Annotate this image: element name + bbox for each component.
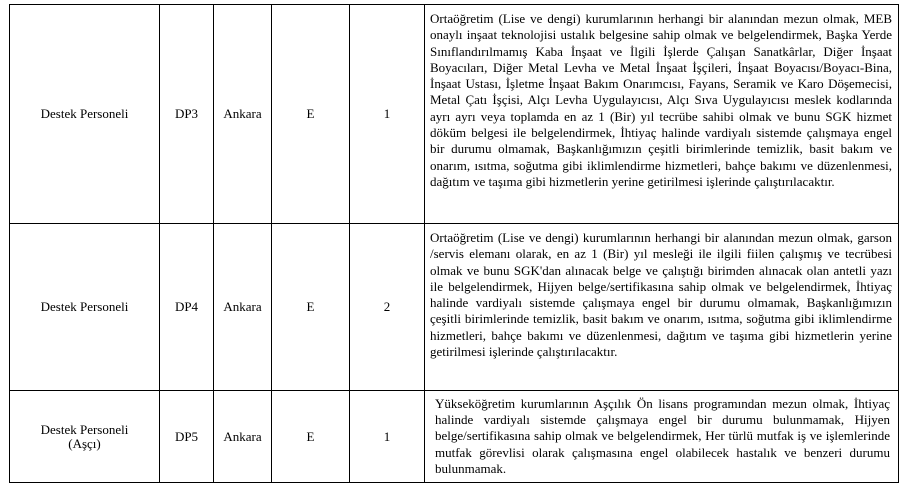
city-cell: Ankara <box>214 224 272 391</box>
position-cell: Destek Personeli <box>10 5 160 224</box>
requirements-cell: Yükseköğretim kurumlarının Aşçılık Ön lisans programından mezun olmak, İhtiyaç halinde vardiyalı sistemde çalışmaya engel bir durumu bulunmamak, Hijyen belge/sertifikasına sahip olmak ve belgelendirmek, Her türlü mutfak iş ve işlemlerinde mutfak görevlisi olarak çalışmasına engel olabilecek hastalık ve benzeri durumu bulunmamak. <box>425 391 899 483</box>
gender-cell: E <box>272 224 350 391</box>
table-row <box>10 224 899 391</box>
code-cell: DP5 <box>160 391 214 483</box>
requirements-cell: Ortaöğretim (Lise ve dengi) kurumlarının herhangi bir alanından mezun olmak, MEB onaylı inşaat teknolojisi ustalık belgesine sahip olmak ve belgelendirmek, Başka Yerde Sınıflandırılmamış Kaba İnşaat ve İlgili İşlerde Çalışan Sanatkârlar, Diğer İnşaat Boyacıları, Diğer Metal Levha ve Metal İnşaat İşçileri, İnşaat Boyacısı/Boyacı-Bina, İnşaat Ustası, İşletme İnşaat Bakım Onarımcısı, Fayans, Seramik ve Karo Döşemecisi, Metal Çatı İşçisi, Alçı Levha Uygulayıcısı, Alçı Sıva Uygulayıcısı meslek kodlarında ayrı ayrı veya toplamda en az 1 (Bir) yıl tecrübe sahibi olmak ve bunu SGK hizmet döküm belgesi ile belgelendirmek, İhtiyaç halinde vardiyalı sistemde çalışmaya engel bir durumu olmamak, Başkanlığımızın çeşitli birimlerinde temizlik, basit bakım ve onarım, ısıtma, soğutma gibi iklimlendirme hizmetleri, bahçe bakımı ve düzenlenmesi, dağıtım ve taşıma gibi hizmetlerin yerine getirilmesi işlerinde çalıştırılacaktır. <box>425 5 899 224</box>
count-cell: 1 <box>350 5 425 224</box>
staff-requirements-table <box>9 4 899 483</box>
code-cell: DP4 <box>160 224 214 391</box>
position-cell: Destek Personeli <box>10 224 160 391</box>
city-cell: Ankara <box>214 5 272 224</box>
requirements-cell: Ortaöğretim (Lise ve dengi) kurumlarının herhangi bir alanından mezun olmak, garson /servis elemanı olarak, en az 1 (Bir) yıl mesleği ile ilgili fiilen çalışmış ve tecrübesi olmak ve bunu SGK'dan alınacak belge ve çalıştığı birimden alınacak olan antetli yazı ile belgelendirmek, Hijyen belge/sertifikasına sahip olmak ve belgelendirmek, İhtiyaç halinde vardiyalı sistemde çalışmaya engel bir durumu olmamak, Başkanlığımızın çeşitli birimlerinde temizlik, basit bakım ve onarım, ısıtma, soğutma gibi iklimlendirme hizmetleri, bahçe bakımı ve düzenlenmesi, dağıtım ve taşıma gibi hizmetlerin yerine getirilmesi işlerinde çalıştırılacaktır. <box>425 224 899 391</box>
position-sublabel: (Aşçı) <box>68 435 101 451</box>
code-cell: DP3 <box>160 5 214 224</box>
table-row <box>10 5 899 224</box>
table-row <box>10 391 899 483</box>
count-cell: 1 <box>350 391 425 483</box>
gender-cell: E <box>272 5 350 224</box>
city-cell: Ankara <box>214 391 272 483</box>
position-label: Destek Personeli <box>40 421 129 437</box>
count-cell: 2 <box>350 224 425 391</box>
position-cell <box>10 391 160 483</box>
gender-cell: E <box>272 391 350 483</box>
